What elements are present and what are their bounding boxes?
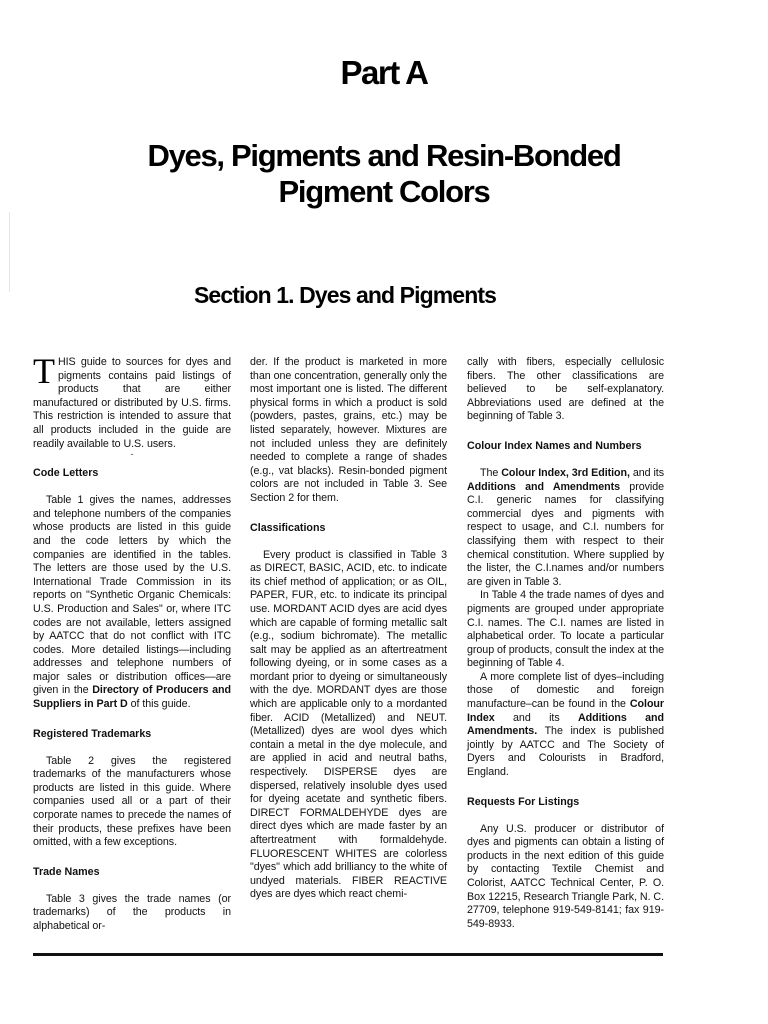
trade-names-paragraph: Table 3 gives the trade names (or trademarks) of the products in alphabetical or- <box>33 892 231 932</box>
colour-index-paragraph-3 <box>467 671 664 780</box>
colour-index-ref: Colour Index <box>467 698 665 724</box>
registered-trademarks-paragraph: Table 2 gives the registered trademarks of the manufacturers whose products are listed in this guide. Where companies used all or a part of their corporate names to precede the names of their products, these prefixes have been omitted, with a few exceptions. <box>33 754 231 849</box>
column-2-continuation: der. If the product is marketed in more than one concentration, generally only the most important one is listed. The different physical forms in which a product is sold (powders, pastes, grains, etc.) may be listed separately, however. Mixtures are not included unless they are definitely needed to complete a range of shades (e.g., vat blacks). Resin-bonded pigment colors are not included in Table 3. See Section 2 for them. <box>250 356 447 504</box>
bottom-rule <box>33 953 663 956</box>
section-title: Section 1. Dyes and Pigments <box>193 282 496 308</box>
intro-tick-mark: - <box>130 449 134 460</box>
column-1 <box>33 351 231 934</box>
requests-heading: Requests For Listings <box>467 795 580 808</box>
ci-text: The index is published jointly by AATCC and The Society of Dyers and Colourists in Bradford, England. <box>467 725 664 779</box>
colour-index-edition: Colour Index, 3rd Edition, <box>501 466 630 479</box>
classifications-heading: Classifications <box>250 521 326 534</box>
part-title: Part A <box>340 54 428 91</box>
ci-text: and its <box>632 466 665 479</box>
ci-text: and its <box>513 711 560 724</box>
ci-text: The <box>480 466 499 479</box>
directory-reference: Directory of Producers and Suppliers in Part D <box>33 684 231 711</box>
ci-text: A more complete list of dyes–including those of domestic and foreign manufacture–can be found in the <box>467 670 664 711</box>
classifications-paragraph: Every product is classified in Table 3 as DIRECT, BASIC, ACID, etc. to indicate its chief method of application; or as OIL, PAPER, FUR, etc. to indicate its principal use. MORDANT ACID dyes are acid dyes which are capable of forming metallic salt (e.g., sodium bichromate). The metallic salt may be applied as an aftertreatment following dyeing, or in some cases as a mordant prior to dyeing or simultaneously with the dye. MORDANT dyes are those which are applicable only to a mordanted fiber. ACID (Metallized) and NEUT. (Metallized) dyes are wool dyes which contain a metal in the dye molecule, and are applied in acid and neutral baths, respectively. DISPERSE dyes are dispersed, relatively insoluble dyes used for dyeing acetate and synthetic fibers. DIRECT FORMALDEHYDE dyes are direct dyes which are made faster by an aftertreatment with formaldehyde. FLUORESCENT WHITES are colorless "dyes" which add brilliancy to the white of undyed materials. FIBER REACTIVE dyes are dyes which react chemi- <box>250 548 447 901</box>
additions-amendments-ref: Additions and Amendments. <box>467 711 664 738</box>
registered-trademarks-heading: Registered Trademarks <box>33 727 152 740</box>
document-title <box>0 138 768 210</box>
colour-index-paragraph-2: In Table 4 the trade names of dyes and pigments are grouped under appropriate C.I. names. The C.I. names are listed in alphabetical order. To locate a particular group of products, consult the index at the beginning of Table 4. <box>467 589 664 670</box>
code-letters-paragraph <box>33 494 231 712</box>
colour-index-heading: Colour Index Names and Numbers <box>467 439 642 452</box>
column-3 <box>467 356 664 931</box>
ci-text: provide C.I. generic names for classifying commercial dyes and pigments with respect to usage, and C.I. numbers for classifying them with respect to their chemical constitution. Where supplied by the lister, the C.I.names and/or numbers are given in Table 3. <box>467 480 664 588</box>
additions-amendments: Additions and Amendments <box>467 480 621 493</box>
drop-cap: T <box>33 351 55 391</box>
column-2 <box>250 356 447 902</box>
colour-index-paragraph-1 <box>467 467 664 589</box>
requests-paragraph: Any U.S. producer or distributor of dyes and pigments can obtain a listing of products in the next edition of this guide by contacting Textile Chemist and Colorist, AATCC Technical Center, P. O. Box 12215, Research Triangle Park, N. C. 27709, telephone 919-549-8141; fax 919-549-8933. <box>467 822 665 930</box>
code-letters-end: of this guide. <box>130 698 191 711</box>
code-letters-heading: Code Letters <box>33 467 99 480</box>
title-line-1: Dyes, Pigments and Resin-Bonded <box>147 138 621 173</box>
column-3-continuation: cally with fibers, especially cellulosic fibers. The other classifications are believed to be self-explanatory. Abbreviations used are defined at the beginning of Table 3. <box>467 356 664 423</box>
intro-paragraph <box>33 351 231 451</box>
trade-names-heading: Trade Names <box>33 865 100 878</box>
scan-edge-mark <box>9 212 10 292</box>
title-line-2: Pigment Colors <box>278 174 490 209</box>
code-letters-text: Table 1 gives the names, addresses and telephone numbers of the companies whose products are listed in this guide and the code letters by which the companies are identified in the tables. The letters are those used by the U.S. International Trade Commission in its reports on "Synthetic Organic Chemicals: U.S. Production and Sales" or, where ITC codes are not available, letters assigned by AATCC that do not conflict with ITC codes. More detailed listings—including addresses and telephone numbers of major sales or distribution offices—are given in the <box>33 494 231 697</box>
intro-text: HIS guide to sources for dyes and pigments contains paid listings of products that are either manufactured or distributed by U.S. firms. This restriction is intended to assure that all products included in the guide are readily available to U.S. users. <box>33 356 231 450</box>
